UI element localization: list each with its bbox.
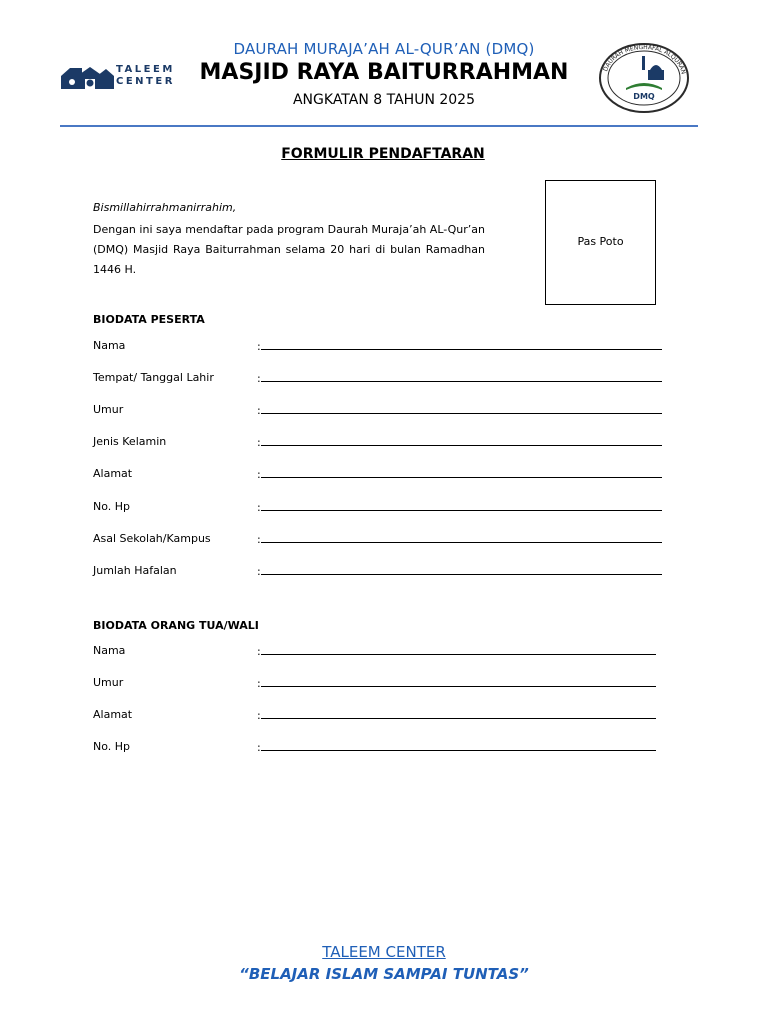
- field-blank[interactable]: [261, 467, 662, 478]
- dmq-seal-logo-icon: [598, 42, 690, 114]
- field-input-line[interactable]: [257, 676, 656, 690]
- field-colon: :: [257, 372, 261, 386]
- footer-tagline: “BELAJAR ISLAM SAMPAI TUNTAS”: [239, 965, 529, 983]
- field-blank[interactable]: [261, 740, 656, 751]
- field-input-line[interactable]: [257, 403, 662, 417]
- field-input-line[interactable]: [257, 500, 662, 514]
- field-label: Umur: [93, 403, 124, 417]
- field-colon: :: [257, 709, 261, 722]
- field-input-line[interactable]: [257, 435, 662, 449]
- field-blank[interactable]: [261, 532, 662, 543]
- field-blank[interactable]: [261, 708, 656, 719]
- field-label: Alamat: [93, 708, 133, 721]
- field-input-line[interactable]: [257, 371, 662, 385]
- field-colon: :: [257, 404, 261, 418]
- field-input-line[interactable]: [257, 564, 662, 578]
- field-blank[interactable]: [261, 564, 662, 575]
- field-colon: :: [257, 436, 261, 450]
- field-colon: :: [257, 468, 261, 482]
- field-colon: :: [257, 564, 261, 578]
- field-label: Alamat: [93, 467, 133, 481]
- field-label: Umur: [93, 676, 124, 689]
- field-blank[interactable]: [261, 500, 662, 511]
- header-divider: [60, 125, 698, 127]
- field-blank[interactable]: [261, 644, 656, 655]
- field-blank[interactable]: [261, 371, 662, 382]
- field-label: Tempat/ Tanggal Lahir: [93, 371, 214, 385]
- footer-org: TALEEM CENTER: [322, 943, 446, 961]
- field-label: Jumlah Hafalan: [93, 563, 177, 577]
- field-label: No. Hp: [93, 740, 131, 753]
- field-colon: :: [257, 340, 261, 353]
- guardian-heading: BIODATA ORANG TUA/WALI: [93, 619, 259, 632]
- greeting: Bismillahirrahmanirrahim,: [93, 201, 237, 214]
- field-input-line[interactable]: [257, 708, 656, 722]
- intro-paragraph: Dengan ini saya mendaftar pada program Daurah Muraja’ah AL-Qur’an (DMQ) Masjid Raya Baiturrahman selama 20 hari di bulan Ramadhan 1446 H.: [93, 223, 485, 276]
- participant-heading: BIODATA PESERTA: [93, 313, 205, 326]
- mosque-title: MASJID RAYA BAITURRAHMAN: [199, 60, 569, 85]
- seal-label: DMQ: [633, 92, 655, 101]
- form-title: FORMULIR PENDAFTARAN: [281, 146, 485, 162]
- field-blank[interactable]: [261, 403, 662, 414]
- field-label: Asal Sekolah/Kampus: [93, 531, 211, 545]
- field-label: No. Hp: [93, 499, 131, 513]
- seal-ring-text: DAURAH MENGHAFAL ALQURAN: [602, 43, 687, 76]
- field-colon: :: [257, 741, 261, 754]
- program-subtitle: DAURAH MURAJA’AH AL-QUR’AN (DMQ): [233, 40, 535, 58]
- field-label: Jenis Kelamin: [93, 435, 167, 449]
- field-colon: :: [257, 532, 261, 546]
- field-colon: :: [257, 645, 261, 658]
- field-blank[interactable]: [261, 435, 662, 446]
- logo-text-line-2: CENTER: [116, 76, 175, 87]
- field-input-line[interactable]: [257, 532, 662, 546]
- field-blank[interactable]: [261, 676, 656, 687]
- logo-text-line-1: TALEEM: [116, 64, 175, 75]
- field-input-line[interactable]: [257, 339, 662, 353]
- batch-year: ANGKATAN 8 TAHUN 2025: [292, 92, 475, 108]
- field-label: Nama: [93, 644, 126, 657]
- field-label: Nama: [93, 339, 126, 352]
- photo-label: Pas Poto: [577, 235, 624, 248]
- field-input-line[interactable]: [257, 467, 662, 481]
- field-input-line[interactable]: [257, 644, 656, 658]
- field-input-line[interactable]: [257, 740, 656, 754]
- field-blank[interactable]: [261, 339, 662, 350]
- field-colon: :: [257, 677, 261, 690]
- field-colon: :: [257, 500, 261, 514]
